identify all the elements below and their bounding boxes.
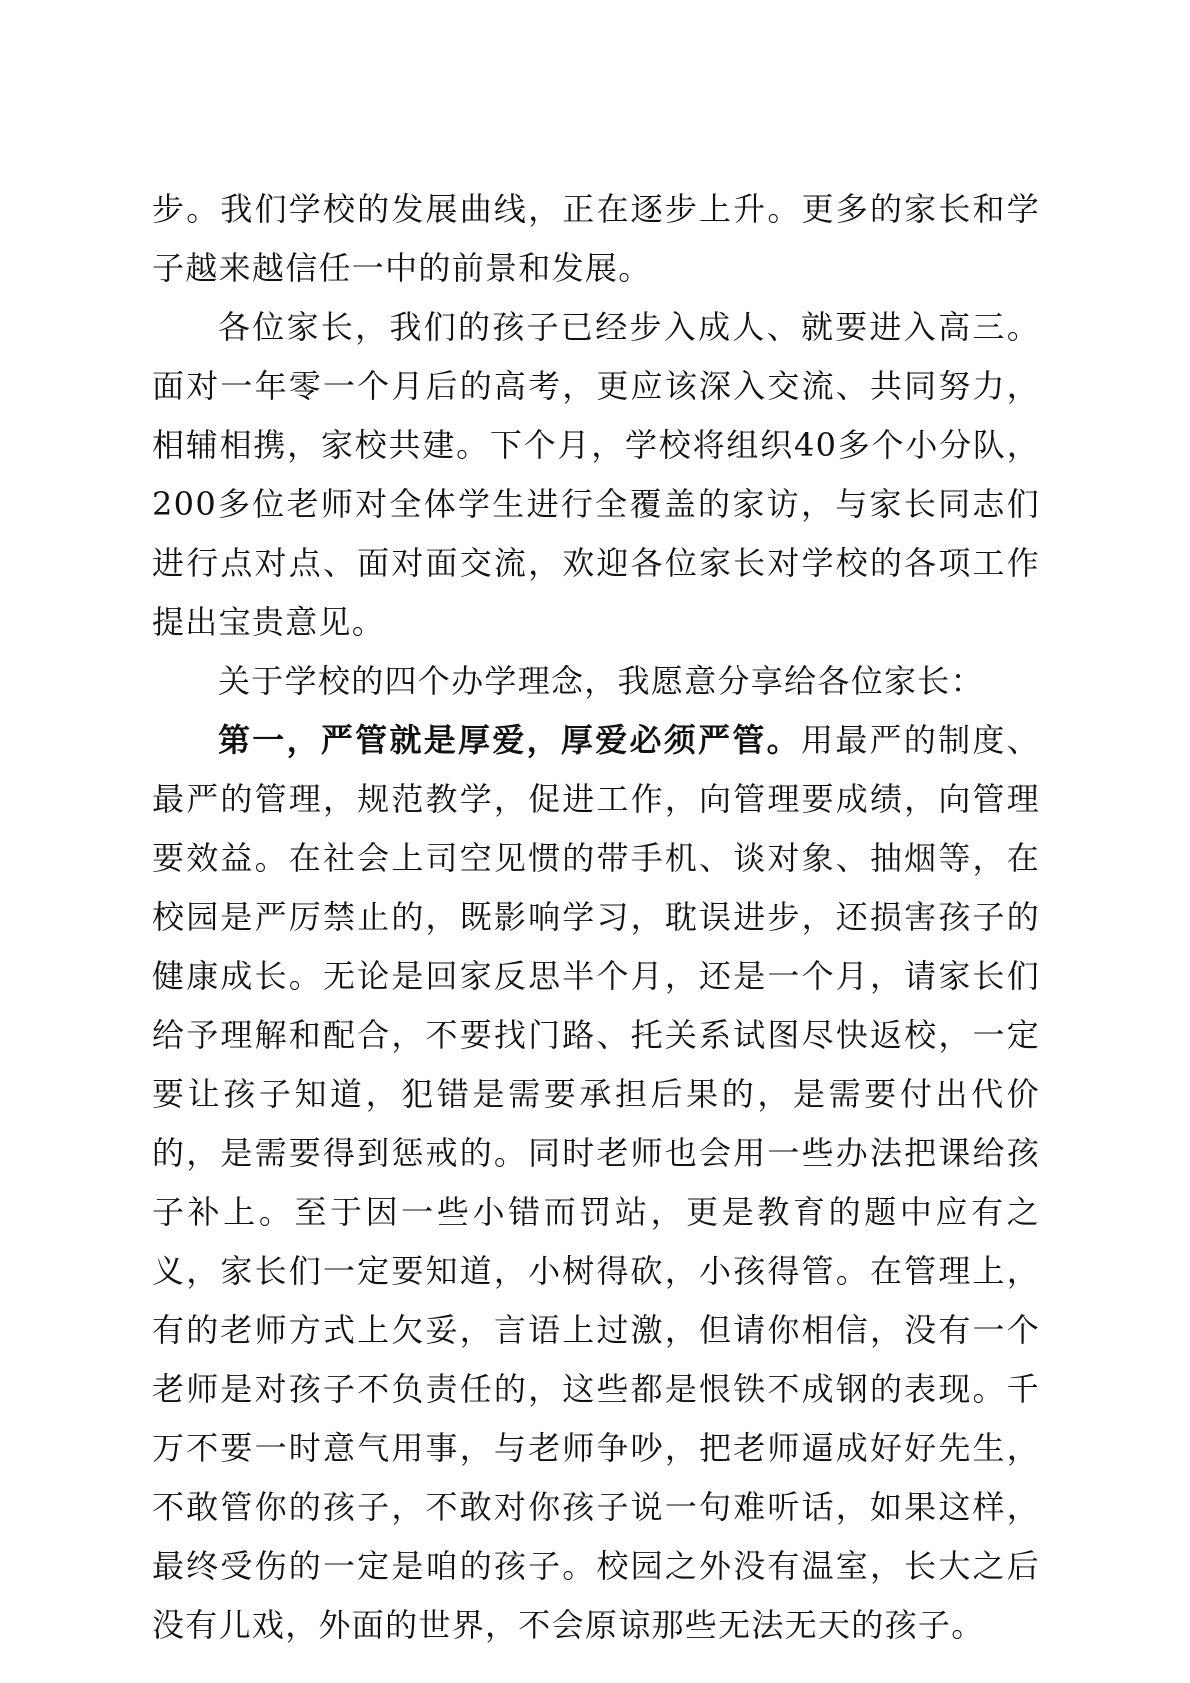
paragraph-text: 关于学校的四个办学理念，我愿意分享给各位家长： (218, 662, 984, 700)
paragraph-text: 步。我们学校的发展曲线，正在逐步上升。更多的家长和学子越来越信任一中的前景和发展。 (152, 190, 1040, 287)
paragraph-continuation (152, 180, 1040, 298)
paragraph-text: 各位家长，我们的孩子已经步入成人、就要进入高三。面对一年零一个月后的高考，更应该深入交流、共同努力，相辅相携，家校共建。下个月，学校将组织40多个小分队，200多位老师对全体学生进行全覆盖的家访，与家长同志们进行点对点、面对面交流，欢迎各位家长对学校的各项工作提出宝贵意见。 (152, 308, 1040, 641)
document-body (152, 180, 1040, 1655)
paragraph-text: 用最严的制度、最严的管理，规范教学，促进工作，向管理要成绩，向管理要效益。在社会上司空见惯的带手机、谈对象、抽烟等，在校园是严厉禁止的，既影响学习，耽误进步，还损害孩子的健康成长。无论是回家反思半个月，还是一个月，请家长们给予理解和配合，不要找门路、托关系试图尽快返校，一定要让孩子知道，犯错是需要承担后果的，是需要付出代价的，是需要得到惩戒的。同时老师也会用一些办法把课给孩子补上。至于因一些小错而罚站，更是教育的题中应有之义，家长们一定要知道，小树得砍，小孩得管。在管理上，有的老师方式上欠妥，言语上过激，但请你相信，没有一个老师是对孩子不负责任的，这些都是恨铁不成钢的表现。千万不要一时意气用事，与老师争吵，把老师逼成好好先生，不敢管你的孩子，不敢对你孩子说一句难听话，如果这样，最终受伤的一定是咱的孩子。校园之外没有温室，长大之后没有儿戏，外面的世界，不会原谅那些无法无天的孩子。 (152, 721, 1040, 1644)
paragraph-heading: 第一，严管就是厚爱，厚爱必须严管。 (218, 721, 801, 759)
paragraph-strict-management (152, 711, 1040, 1655)
paragraph-philosophy-intro (152, 652, 1040, 711)
paragraph-home-visits (152, 298, 1040, 652)
